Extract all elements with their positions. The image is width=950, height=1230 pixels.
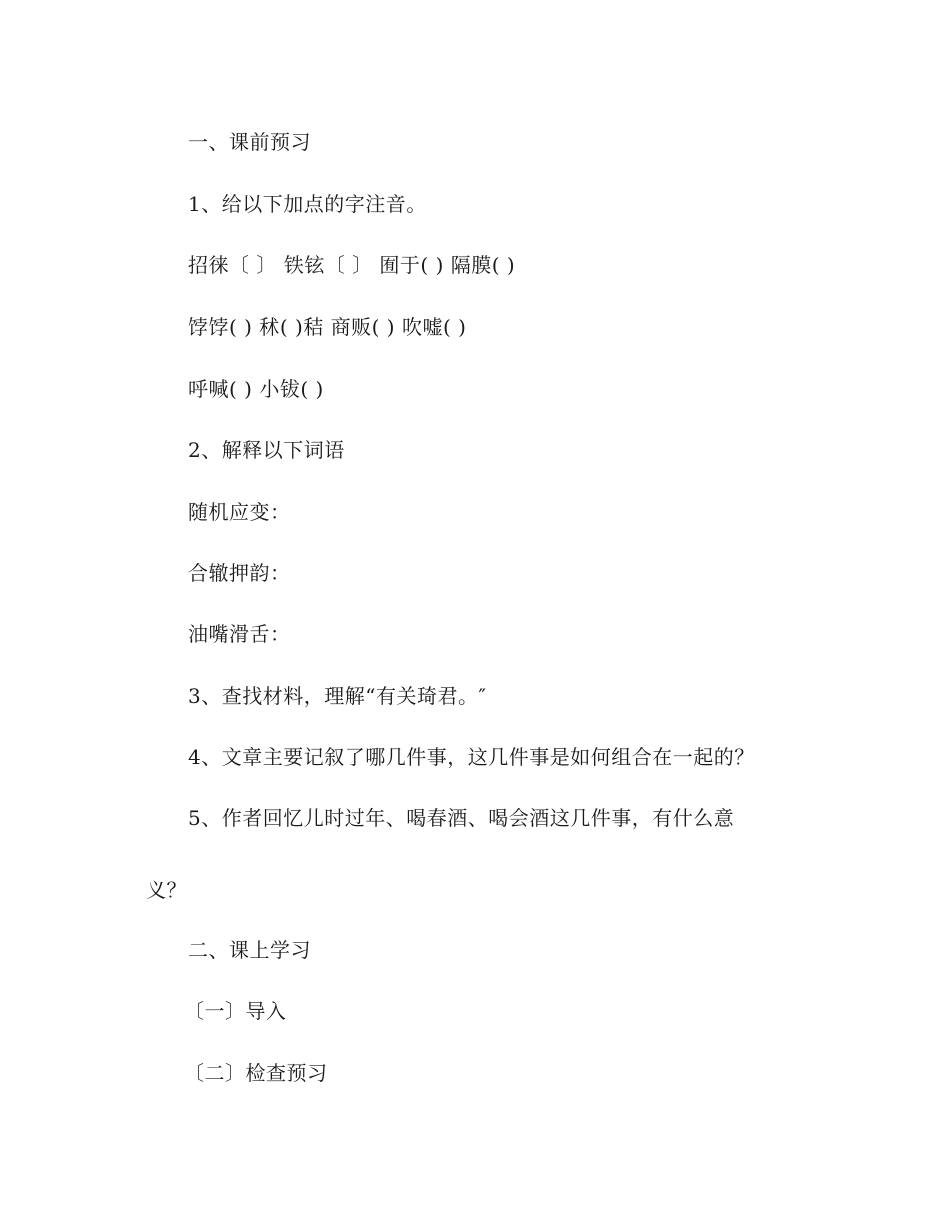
pinyin-row-2: 饽饽( ) 秫( )秸 商贩( ) 吹嘘( ) <box>188 315 467 339</box>
pinyin-row-3: 呼喊( ) 小钹( ) <box>188 377 324 401</box>
subsection-check-preview: 〔二〕检查预习 <box>184 1061 328 1085</box>
question-4: 4、文章主要记叙了哪几件事，这几件事是如何组合在一起的？ <box>188 745 755 769</box>
question-5-line-1: 5、作者回忆儿时过年、喝春酒、喝会酒这几件事，有什么意 <box>188 806 735 830</box>
question-5-line-2: 义？ <box>146 878 187 902</box>
question-3: 3、查找材料，理解“有关琦君。″ <box>188 684 487 708</box>
section-heading-class-study: 二、课上学习 <box>188 938 311 962</box>
vocab-term-2: 合辙押韵： <box>188 561 291 585</box>
question-2-title: 2、解释以下词语 <box>188 438 345 462</box>
pinyin-row-1: 招徕〔 〕 铁铉〔 〕 囿于( ) 隔膜( ) <box>188 253 516 277</box>
vocab-term-1: 随机应变： <box>188 500 291 524</box>
vocab-term-3: 油嘴滑舌： <box>188 622 291 646</box>
subsection-intro: 〔一〕导入 <box>184 999 287 1023</box>
section-heading-preview: 一、课前预习 <box>188 130 311 154</box>
question-1-title: 1、给以下加点的字注音。 <box>188 192 427 216</box>
